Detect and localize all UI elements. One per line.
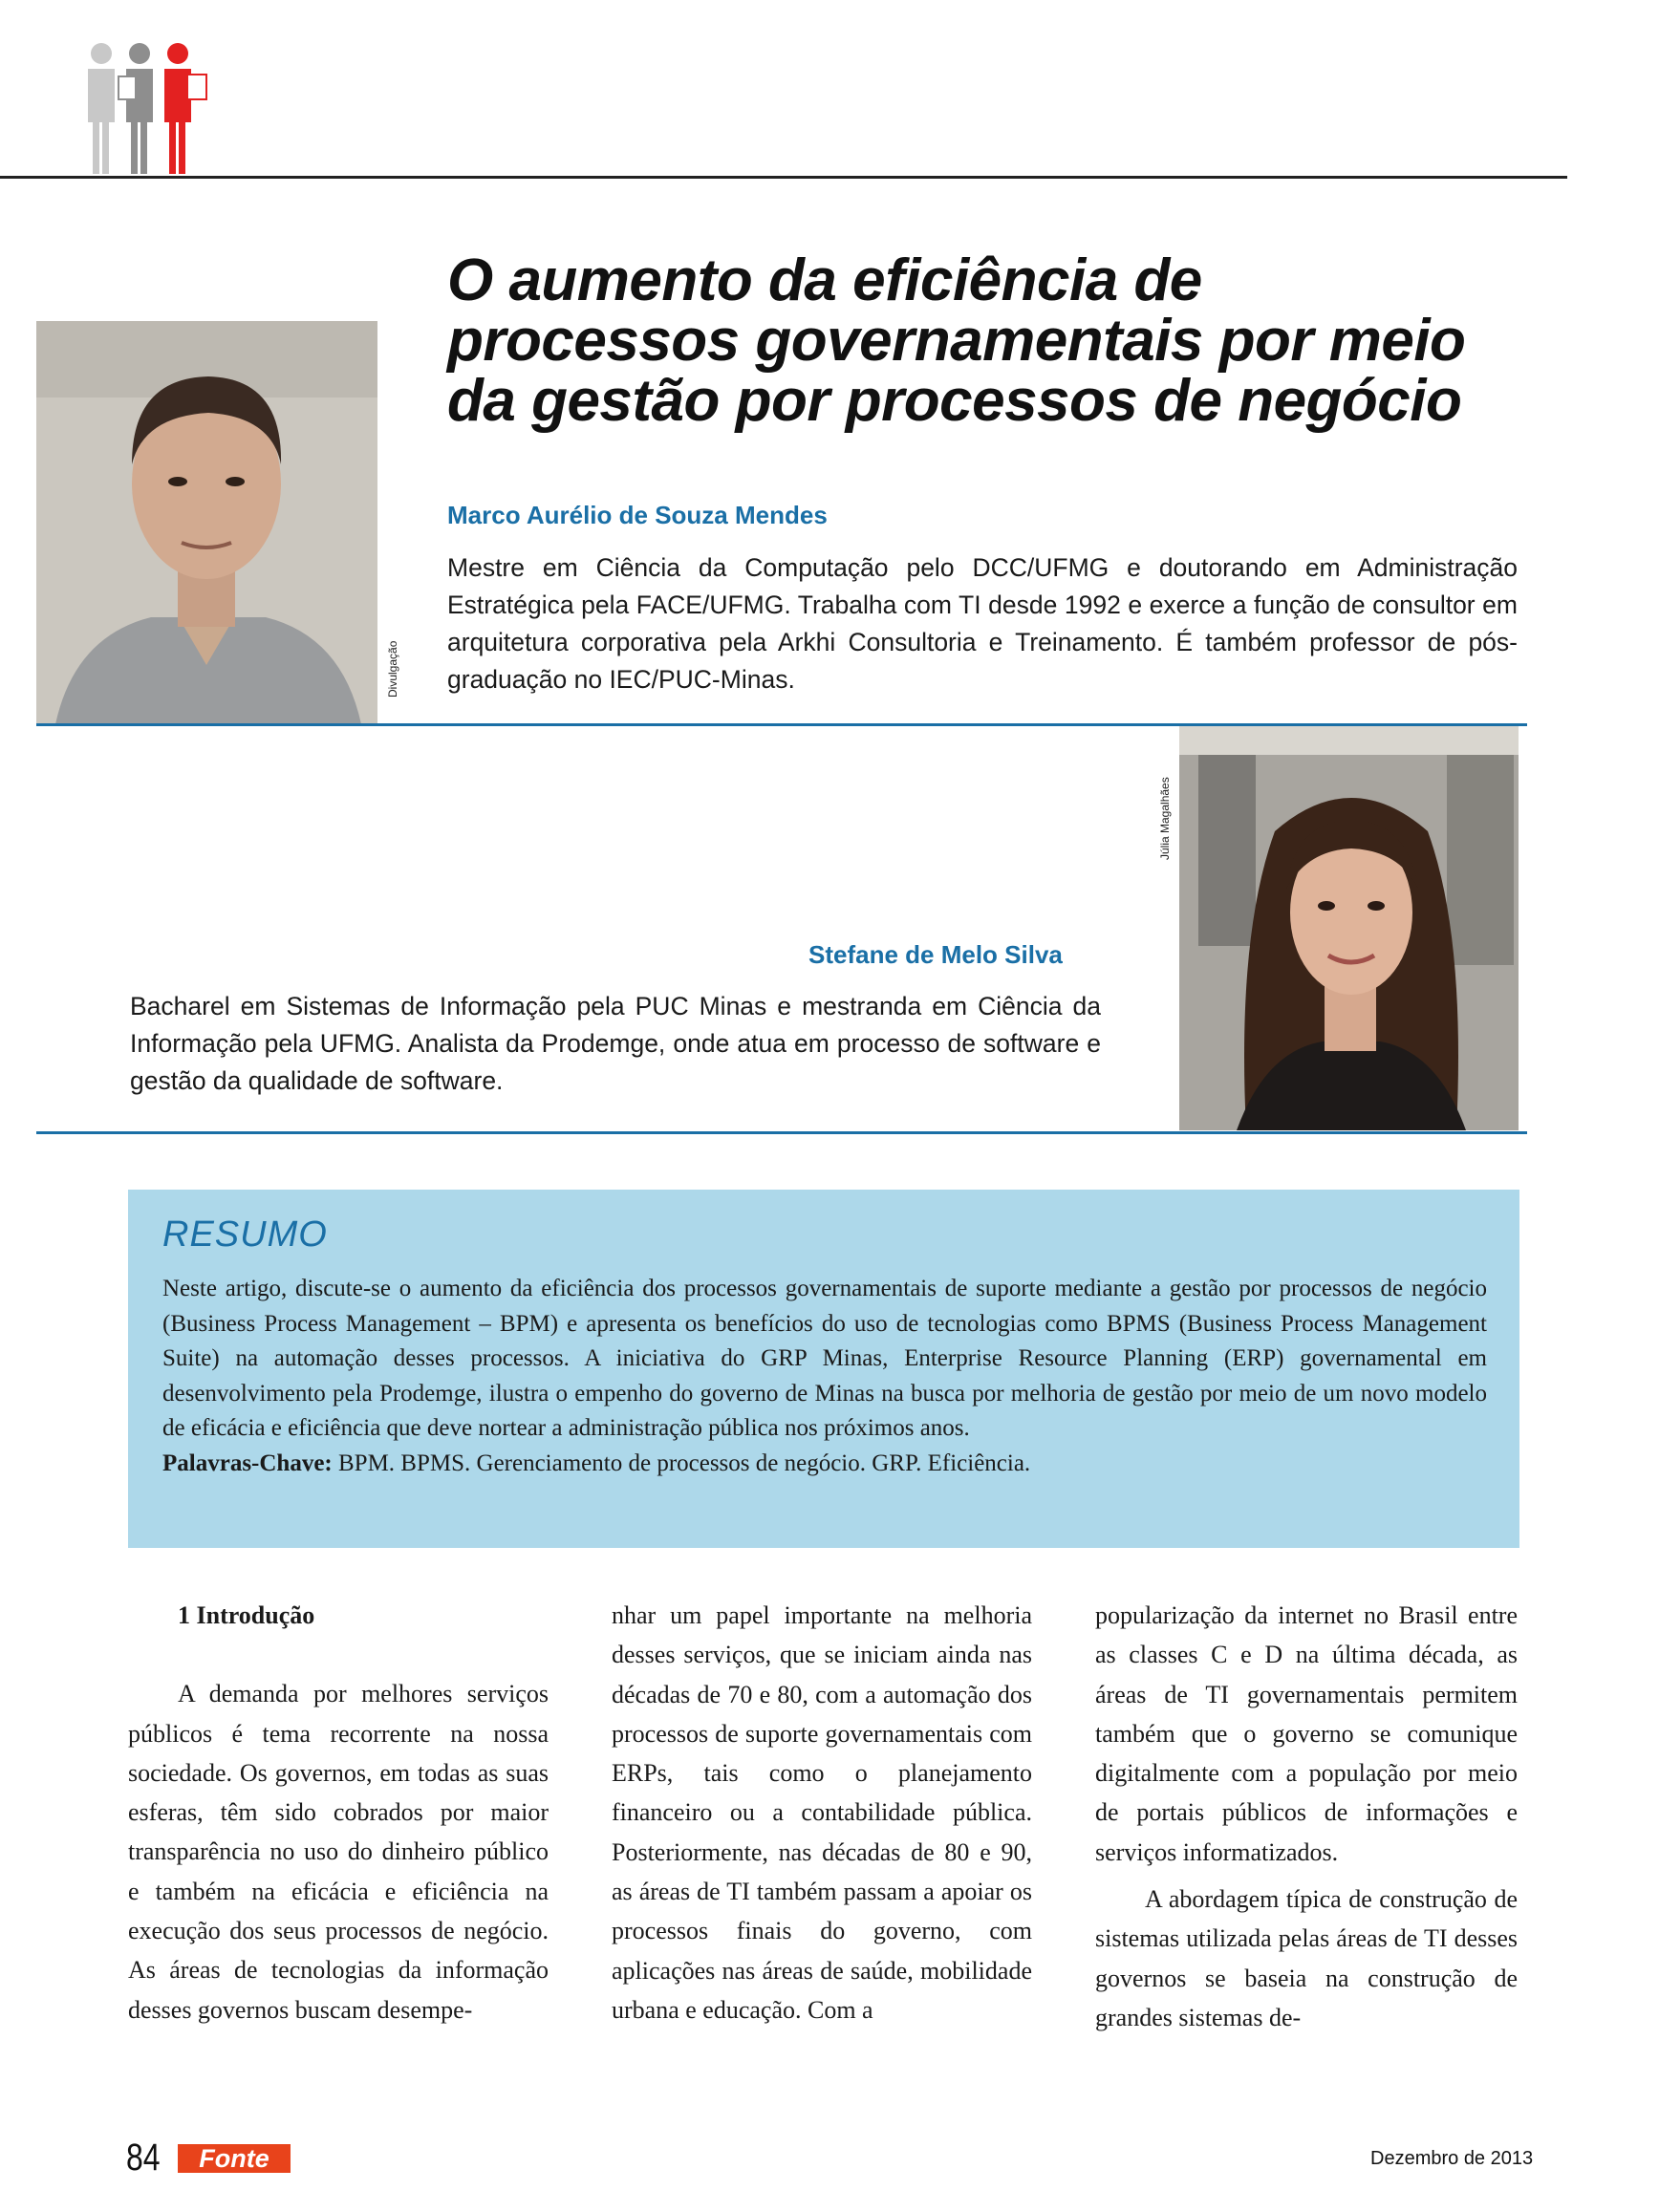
fonte-magazine-logo: Fonte bbox=[178, 2144, 291, 2173]
author-divider-2 bbox=[36, 1131, 1527, 1134]
people-logo-icon bbox=[80, 38, 224, 182]
keywords-text: BPM. BPMS. Gerenciamento de processos de negócio. GRP. Eficiência. bbox=[332, 1450, 1031, 1476]
photo-credit-1: Divulgação bbox=[386, 640, 399, 698]
author-name-2: Stefane de Melo Silva bbox=[808, 940, 1063, 969]
author-bio-2: Bacharel em Sistemas de Informação pela PUC Minas e mestranda em Ciência da Informação pela UFMG. Analista da Prodemge, onde atua em processo de software e gestão da qualidade de software. bbox=[130, 992, 1101, 1095]
issue-date: Dezembro de 2013 bbox=[1370, 2148, 1534, 2169]
body-column-1 bbox=[128, 1596, 549, 2029]
page-number: 84 bbox=[126, 2137, 161, 2179]
resumo-body bbox=[162, 1272, 1487, 1481]
article-title bbox=[447, 247, 1518, 434]
title-line-2: processos governamentais por meio bbox=[447, 308, 1466, 374]
resumo-box bbox=[128, 1190, 1519, 1548]
section-heading-introducao: 1 Introdução bbox=[178, 1601, 315, 1629]
body-column-2 bbox=[612, 1596, 1032, 2029]
body-column-3 bbox=[1095, 1596, 1518, 2037]
title-line-3: da gestão por processos de negócio bbox=[447, 368, 1462, 434]
author-photo-stefane bbox=[1179, 726, 1519, 1130]
header-rule bbox=[0, 176, 1567, 179]
author-photo-marco bbox=[36, 321, 377, 724]
resumo-heading: RESUMO bbox=[162, 1214, 328, 1255]
body-paragraph: nhar um papel importante na melhoria desses serviços, que se iniciam ainda nas décadas de 70 e 80, com a automação dos processos de suporte governamentais com ERPs, tais como o planejamento financeiro ou a contabilidade pública. Posteriormente, nas décadas de 80 e 90, as áreas de TI também passam a apoiar os processos finais do governo, com aplicações nas áreas de saúde, mobilidade urbana e educação. Com a bbox=[612, 1601, 1032, 2024]
author-bio-1: Mestre em Ciência da Computação pelo DCC/UFMG e doutorando em Administração Estratégica pela FACE/UFMG. Trabalha com TI desde 1992 e exerce a função de consultor em arquitetura corporativa pela Arkhi Consultoria e Treinamento. É também professor de pós-graduação no IEC/PUC-Minas. bbox=[447, 553, 1518, 694]
body-paragraph: popularização da internet no Brasil entre as classes C e D na última década, as áreas de TI governamentais permitem também que o governo se comunique digitalmente com a população por meio de portais públicos de informações e serviços informatizados. bbox=[1095, 1601, 1518, 1866]
body-paragraph: A abordagem típica de construção de sistemas utilizada pelas áreas de TI desses governos se baseia na construção de grandes sistemas de- bbox=[1095, 1885, 1518, 2031]
resumo-text: Neste artigo, discute-se o aumento da eficiência dos processos governamentais de suporte mediante a gestão por processos de negócio (Business Process Management – BPM) e apresenta os benefícios do uso de tecnologias como BPMS (Business Process Management Suite) na automação desses processos. A iniciativa do GRP Minas, Enterprise Resource Planning (ERP) governamental em desenvolvimento pela Prodemge, ilustra o empenho do governo de Minas na busca por melhoria de gestão por meio de um novo modelo de eficácia e eficiência que deve nortear a administração pública nos próximos anos. bbox=[162, 1276, 1487, 1441]
body-paragraph: A demanda por melhores serviços públicos é tema recorrente na nossa sociedade. Os governos, em todas as suas esferas, têm sido cobrados por maior transparência no uso do dinheiro público e também na eficácia e eficiência na execução dos seus processos de negócio. As áreas de tecnologias da informação desses governos buscam desempe- bbox=[128, 1680, 549, 2024]
keywords-label: Palavras-Chave: bbox=[162, 1450, 333, 1476]
author-name-1: Marco Aurélio de Souza Mendes bbox=[447, 501, 828, 529]
photo-credit-2: Júlia Magalhães bbox=[1158, 777, 1172, 860]
title-line-1: O aumento da eficiência de bbox=[447, 247, 1202, 313]
